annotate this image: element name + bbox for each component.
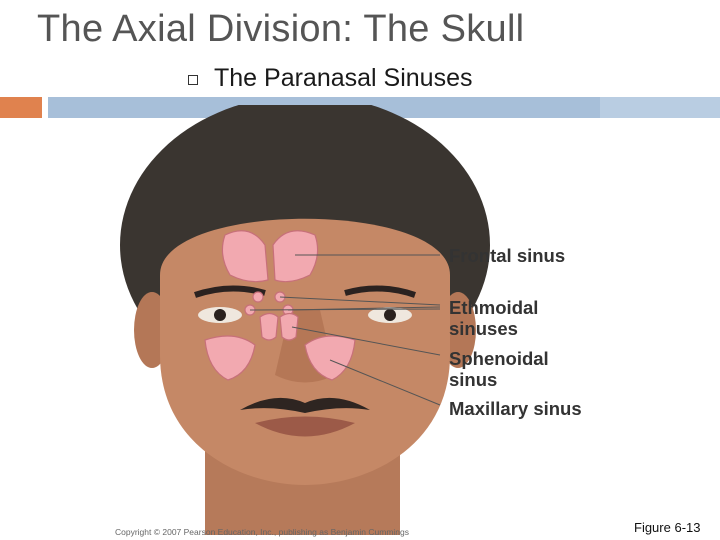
- slide-title: The Axial Division: The Skull: [37, 8, 525, 50]
- label-sphenoidal-2: sinus: [449, 369, 498, 390]
- ethmoid-cell-1: [253, 292, 263, 302]
- label-frontal-sinus: Frontal sinus: [449, 245, 566, 266]
- label-sphenoidal-1: Sphenoidal: [449, 348, 549, 369]
- label-ethmoidal-2: sinuses: [449, 318, 518, 339]
- sphenoidal-sinus-left: [260, 314, 278, 341]
- label-ethmoidal-1: Ethmoidal: [449, 297, 539, 318]
- bullet-square-icon: [188, 75, 198, 85]
- face-drawing: [100, 105, 620, 535]
- accent-bar-orange: [0, 97, 42, 118]
- frontal-sinus-right: [273, 231, 318, 282]
- bullet-text: The Paranasal Sinuses: [214, 64, 473, 92]
- figure-number: Figure 6-13: [634, 520, 701, 535]
- right-pupil: [384, 309, 396, 321]
- copyright-text: Copyright © 2007 Pearson Education, Inc., publishing as Benjamin Cummings: [115, 527, 410, 537]
- sphenoidal-sinus-right: [280, 314, 298, 341]
- label-maxillary-sinus: Maxillary sinus: [449, 398, 582, 419]
- face-sinus-illustration: [100, 105, 620, 535]
- left-pupil: [214, 309, 226, 321]
